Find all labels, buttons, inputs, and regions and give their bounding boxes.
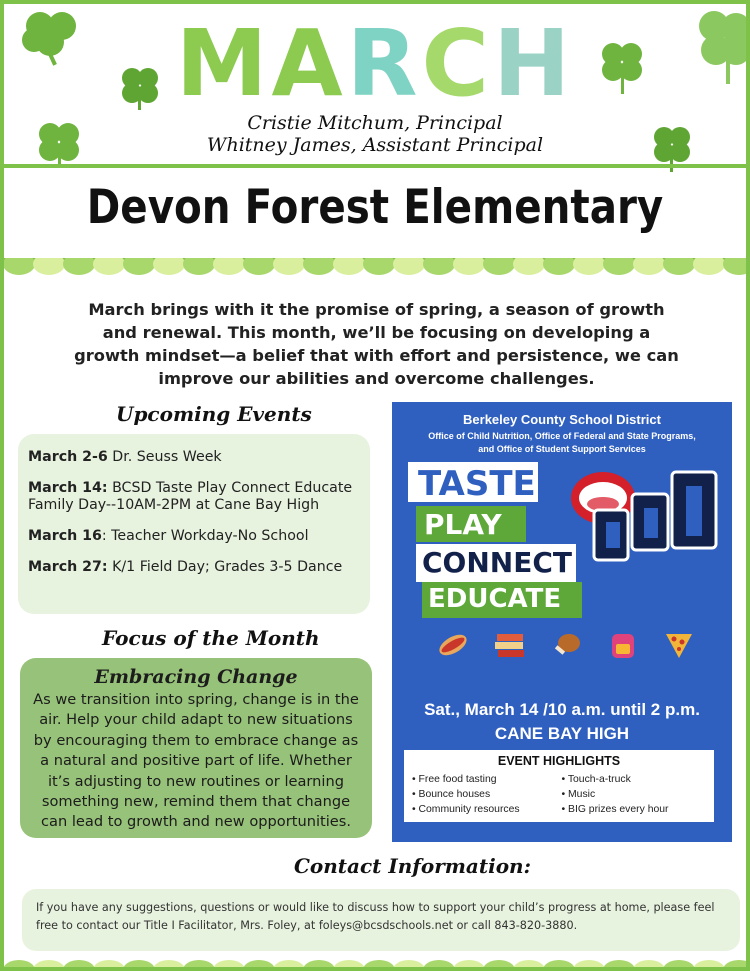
- event-text: : Teacher Workday-No School: [101, 528, 309, 544]
- scallop: [333, 258, 365, 275]
- event-item: [28, 480, 360, 514]
- scallop: [513, 258, 545, 275]
- month-letter: M: [175, 10, 272, 117]
- highlights-columns: [412, 772, 706, 817]
- highlight-item: • Community resources: [412, 804, 520, 815]
- divider: [4, 164, 746, 168]
- event-date: March 16: [28, 528, 102, 544]
- scallop: [663, 258, 695, 275]
- scallop: [423, 960, 455, 971]
- event-date: March 27:: [28, 559, 108, 575]
- focus-body: As we transition into spring, change is in the air. Help your child adapt to new situations by encouraging them to embrace change as a natural and positive part of life. Whether it’s adjusting to new routines or learning something new, remind them that change can lead to growth and new opportunities.: [33, 691, 359, 831]
- scallop: [93, 960, 125, 971]
- flyer-offices-line: Office of Child Nutrition, Office of Federal and State Programs,: [428, 431, 696, 441]
- drumstick-icon: [549, 630, 583, 660]
- intro-paragraph: March brings with it the promise of spring, a season of growth and renewal. This month, we’ll be focusing on developing a growth mindset—a belief that with effort and persistence, we can improve our abilities and overcome challenges.: [74, 300, 679, 388]
- focus-box: [20, 658, 372, 838]
- flyer-icon-row: [436, 630, 696, 660]
- scallop-divider: [4, 258, 746, 280]
- scallop: [603, 258, 635, 275]
- flyer-offices-line: and Office of Student Support Services: [478, 444, 646, 454]
- event-text: K/1 Field Day; Grades 3-5 Dance: [107, 559, 343, 575]
- scallop: [243, 258, 275, 275]
- hotdog-icon: [436, 630, 470, 660]
- events-heading: Upcoming Events: [116, 402, 312, 426]
- flyer-word-connect: CONNECT: [422, 546, 572, 579]
- event-text: Dr. Seuss Week: [107, 449, 222, 465]
- event-text: BCSD Taste Play Connect Educate Family Day--10AM-2PM at Cane Bay High: [28, 480, 353, 513]
- scallop: [693, 258, 725, 275]
- scallop: [33, 258, 65, 275]
- flyer-date-line: Sat., March 14 /10 a.m. until 2 p.m.: [424, 700, 700, 719]
- principal-name: Cristie Mitchum, Principal: [247, 112, 503, 134]
- scallop: [63, 960, 95, 971]
- flyer-date: [392, 698, 732, 746]
- month-letter: H: [493, 10, 575, 117]
- flyer-location: CANE BAY HIGH: [494, 724, 630, 743]
- focus-title: Embracing Change: [94, 666, 298, 688]
- highlights-right-column: [561, 772, 706, 817]
- scallop: [123, 258, 155, 275]
- scallop: [513, 960, 545, 971]
- bottom-scallop-divider: [4, 958, 746, 971]
- scallop: [213, 258, 245, 275]
- scallop: [303, 960, 335, 971]
- scallop: [123, 960, 155, 971]
- contact-text: If you have any suggestions, questions or would like to discuss how to support your child’s progress at home, please feel free to contact our Title I Facilitator, Mrs. Foley, at foleys@bcsdschools.net or call 843-820-3880.: [36, 901, 715, 932]
- scallop: [453, 258, 485, 275]
- highlight-item: • Bounce houses: [412, 789, 491, 800]
- scallop: [573, 960, 605, 971]
- scallop: [4, 960, 35, 971]
- scallop: [393, 258, 425, 275]
- scallop: [63, 258, 95, 275]
- district-logo-icon: [592, 464, 720, 574]
- flyer-offices: [392, 430, 732, 456]
- header: [4, 4, 746, 164]
- scallop: [33, 960, 65, 971]
- scallop: [483, 960, 515, 971]
- scallop: [183, 960, 215, 971]
- pizza-icon: [662, 630, 696, 660]
- event-highlights: [404, 750, 714, 822]
- focus-heading: Focus of the Month: [102, 626, 320, 650]
- scallop: [363, 960, 395, 971]
- scallop: [183, 258, 215, 275]
- scallop: [543, 960, 575, 971]
- scallop: [393, 960, 425, 971]
- scallop: [423, 258, 455, 275]
- highlight-item: • Touch-a-truck: [561, 774, 631, 785]
- scallop: [663, 960, 695, 971]
- scallop: [363, 258, 395, 275]
- flyer-word-play: PLAY: [424, 508, 502, 541]
- scallop: [273, 258, 305, 275]
- scallop: [153, 960, 185, 971]
- scallop: [4, 258, 35, 275]
- highlights-title: EVENT HIGHLIGHTS: [497, 754, 621, 768]
- scallop: [603, 960, 635, 971]
- highlight-item: • Free food tasting: [412, 774, 497, 785]
- scallop: [93, 258, 125, 275]
- scallop: [483, 258, 515, 275]
- highlight-item: • BIG prizes every hour: [561, 804, 669, 815]
- scallop: [453, 960, 485, 971]
- scallop: [633, 258, 665, 275]
- month-letter: C: [421, 10, 494, 117]
- scallop: [333, 960, 365, 971]
- event-date: March 14:: [28, 480, 108, 496]
- event-item: [28, 449, 360, 466]
- scallop: [303, 258, 335, 275]
- backpack-icon: [606, 630, 640, 660]
- scallop: [633, 960, 665, 971]
- events-box: [18, 434, 370, 614]
- flyer-district: Berkeley County School District: [463, 412, 661, 427]
- assistant-principal-name: Whitney James, Assistant Principal: [206, 134, 544, 156]
- highlights-left-column: [412, 772, 561, 817]
- scallop: [273, 960, 305, 971]
- month-letter: R: [346, 10, 422, 117]
- scallop: [723, 960, 746, 971]
- scallop: [543, 258, 575, 275]
- event-item: [28, 559, 360, 576]
- scallop: [243, 960, 275, 971]
- highlight-item: • Music: [561, 789, 596, 800]
- event-item: [28, 528, 360, 545]
- books-icon: [493, 630, 527, 660]
- scallop: [723, 258, 746, 275]
- principal-names: [4, 112, 746, 156]
- month-title: [4, 10, 746, 117]
- scallop: [213, 960, 245, 971]
- contact-box: [22, 889, 740, 951]
- event-flyer: [392, 402, 732, 842]
- scallop: [573, 258, 605, 275]
- month-letter: A: [271, 10, 347, 117]
- flyer-word-educate: EDUCATE: [428, 584, 562, 614]
- event-date: March 2-6: [28, 449, 108, 465]
- scallop: [693, 960, 725, 971]
- school-name: Devon Forest Elementary: [86, 180, 664, 235]
- flyer-word-taste: TASTE: [418, 464, 536, 504]
- scallop: [153, 258, 185, 275]
- contact-heading: Contact Information:: [294, 854, 531, 878]
